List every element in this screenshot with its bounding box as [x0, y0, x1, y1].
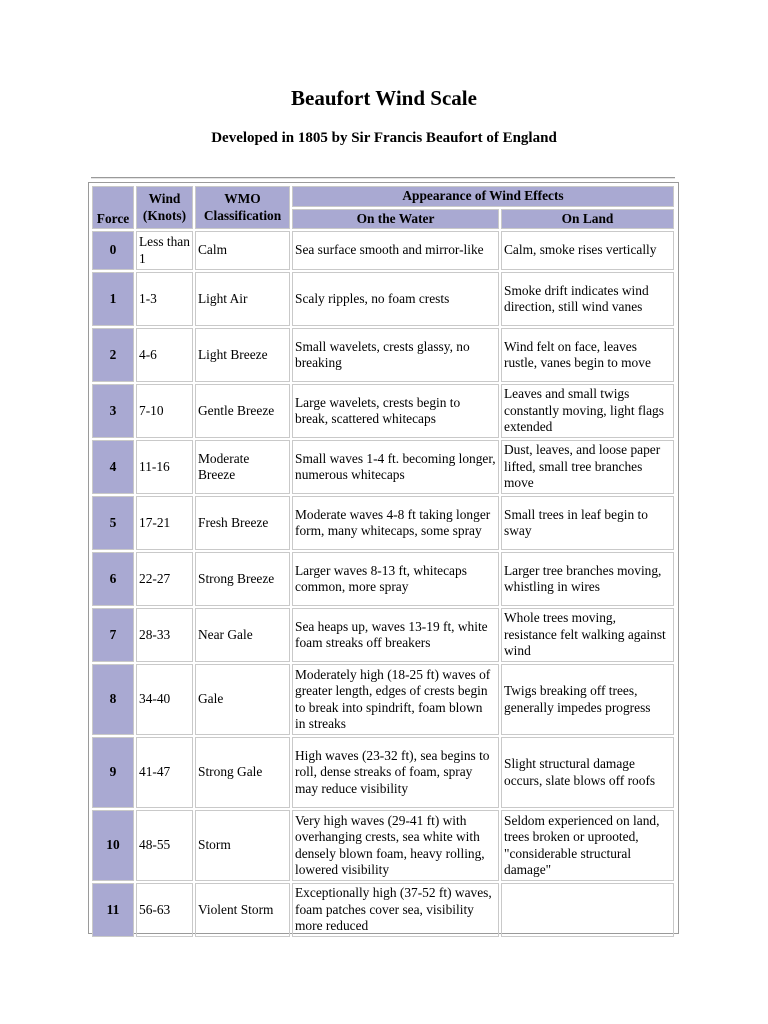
wmo-classification-cell: Strong Gale	[195, 737, 290, 808]
land-effects-cell: Seldom experienced on land, trees broken or uprooted, "considerable structural damage"	[501, 810, 674, 881]
wind-knots-header: Wind (Knots)	[136, 186, 193, 229]
water-effects-cell: Large wavelets, crests begin to break, scattered whitecaps	[292, 384, 499, 438]
force-cell: 5	[92, 496, 134, 550]
force-cell: 9	[92, 737, 134, 808]
table-row	[92, 231, 674, 270]
wmo-classification-cell: Near Gale	[195, 608, 290, 662]
water-effects-cell: Scaly ripples, no foam crests	[292, 272, 499, 326]
table-row	[92, 552, 674, 606]
force-cell: 2	[92, 328, 134, 382]
land-effects-cell	[501, 883, 674, 937]
page-title: Beaufort Wind Scale	[291, 86, 477, 110]
beaufort-table	[90, 184, 676, 939]
force-cell: 8	[92, 664, 134, 735]
water-effects-cell: Exceptionally high (37-52 ft) waves, foam patches cover sea, visibility more reduced	[292, 883, 499, 937]
land-effects-cell: Wind felt on face, leaves rustle, vanes begin to move	[501, 328, 674, 382]
wind-knots-cell: 4-6	[136, 328, 193, 382]
wind-knots-cell: 11-16	[136, 440, 193, 494]
force-cell: 0	[92, 231, 134, 270]
wind-knots-cell: 7-10	[136, 384, 193, 438]
land-effects-cell: Whole trees moving, resistance felt walking against wind	[501, 608, 674, 662]
wmo-classification-cell: Light Air	[195, 272, 290, 326]
water-effects-cell: Larger waves 8-13 ft, whitecaps common, more spray	[292, 552, 499, 606]
land-effects-cell: Twigs breaking off trees, generally impedes progress	[501, 664, 674, 735]
water-effects-cell: Moderately high (18-25 ft) waves of greater length, edges of crests begin to break into spindrift, foam blown in streaks	[292, 664, 499, 735]
water-effects-cell: Small waves 1-4 ft. becoming longer, numerous whitecaps	[292, 440, 499, 494]
wind-knots-cell: 22-27	[136, 552, 193, 606]
land-effects-cell: Slight structural damage occurs, slate blows off roofs	[501, 737, 674, 808]
force-cell: 11	[92, 883, 134, 937]
wmo-classification-cell: Calm	[195, 231, 290, 270]
force-cell: 1	[92, 272, 134, 326]
water-effects-cell: Moderate waves 4-8 ft taking longer form, many whitecaps, some spray	[292, 496, 499, 550]
wmo-classification-cell: Violent Storm	[195, 883, 290, 937]
wind-knots-cell: 17-21	[136, 496, 193, 550]
land-effects-cell: Dust, leaves, and loose paper lifted, small tree branches move	[501, 440, 674, 494]
wind-knots-cell: 34-40	[136, 664, 193, 735]
appearance-header: Appearance of Wind Effects	[292, 186, 674, 207]
table-row	[92, 328, 674, 382]
wind-knots-cell: 41-47	[136, 737, 193, 808]
wmo-classification-cell: Light Breeze	[195, 328, 290, 382]
force-header: Force	[92, 186, 134, 229]
wmo-classification-cell: Storm	[195, 810, 290, 881]
wind-knots-cell: 28-33	[136, 608, 193, 662]
water-effects-cell: Sea surface smooth and mirror-like	[292, 231, 499, 270]
wmo-classification-header: WMO Classification	[195, 186, 290, 229]
table-row	[92, 664, 674, 735]
table-body	[92, 231, 674, 937]
wmo-classification-cell: Gentle Breeze	[195, 384, 290, 438]
wind-knots-cell: 48-55	[136, 810, 193, 881]
force-cell: 4	[92, 440, 134, 494]
land-effects-cell: Leaves and small twigs constantly moving, light flags extended	[501, 384, 674, 438]
land-effects-cell: Smoke drift indicates wind direction, still wind vanes	[501, 272, 674, 326]
wmo-classification-cell: Fresh Breeze	[195, 496, 290, 550]
table-row	[92, 883, 674, 937]
land-effects-cell: Larger tree branches moving, whistling in wires	[501, 552, 674, 606]
water-effects-cell: Very high waves (29-41 ft) with overhanging crests, sea white with densely blown foam, heavy rolling, lowered visibility	[292, 810, 499, 881]
force-cell: 7	[92, 608, 134, 662]
table-row	[92, 384, 674, 438]
table-row	[92, 810, 674, 881]
force-cell: 3	[92, 384, 134, 438]
on-the-water-header: On the Water	[292, 209, 499, 230]
water-effects-cell: Small wavelets, crests glassy, no breaking	[292, 328, 499, 382]
water-effects-cell: Sea heaps up, waves 13-19 ft, white foam streaks off breakers	[292, 608, 499, 662]
water-effects-cell: High waves (23-32 ft), sea begins to roll, dense streaks of foam, spray may reduce visibility	[292, 737, 499, 808]
on-land-header: On Land	[501, 209, 674, 230]
horizontal-rule	[91, 177, 675, 179]
force-cell: 10	[92, 810, 134, 881]
wmo-classification-cell: Moderate Breeze	[195, 440, 290, 494]
wmo-classification-cell: Gale	[195, 664, 290, 735]
wind-knots-cell: Less than 1	[136, 231, 193, 270]
wmo-classification-cell: Strong Breeze	[195, 552, 290, 606]
wind-knots-cell: 1-3	[136, 272, 193, 326]
wind-knots-cell: 56-63	[136, 883, 193, 937]
table-row	[92, 737, 674, 808]
land-effects-cell: Calm, smoke rises vertically	[501, 231, 674, 270]
force-cell: 6	[92, 552, 134, 606]
table-row	[92, 608, 674, 662]
page-subtitle: Developed in 1805 by Sir Francis Beaufort of England	[211, 130, 557, 146]
table-row	[92, 440, 674, 494]
land-effects-cell: Small trees in leaf begin to sway	[501, 496, 674, 550]
table-row	[92, 496, 674, 550]
table-row	[92, 272, 674, 326]
